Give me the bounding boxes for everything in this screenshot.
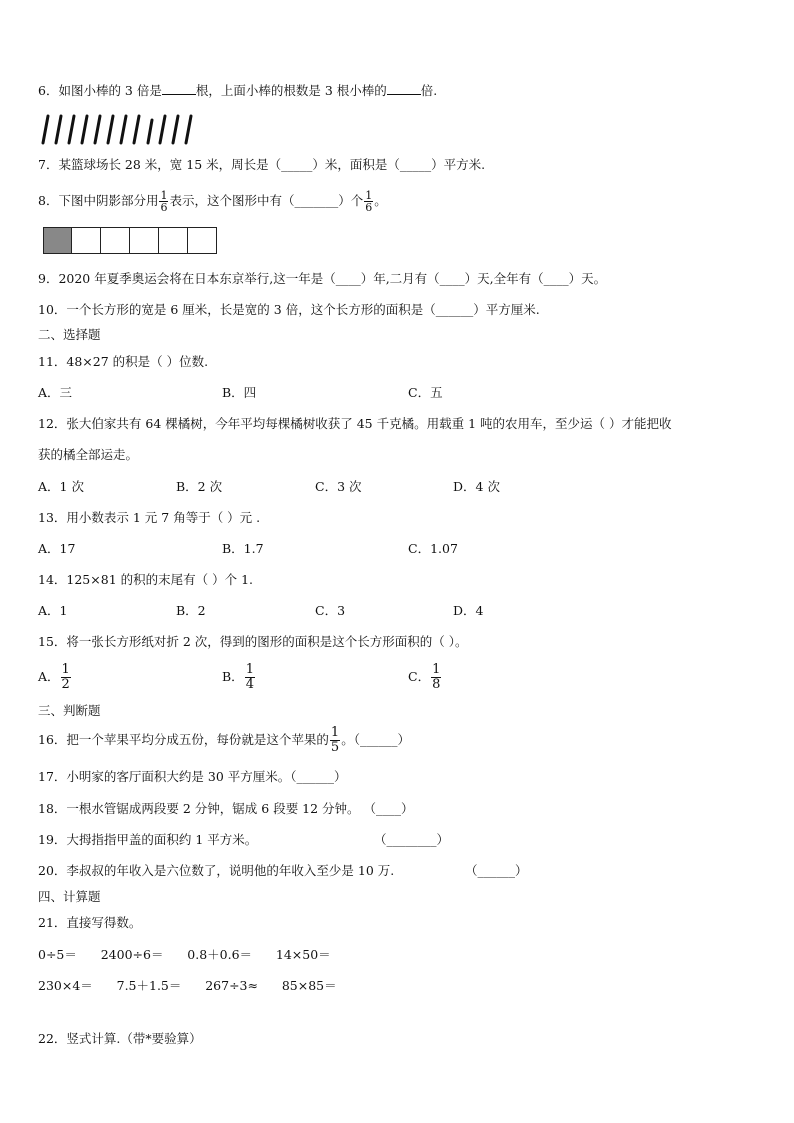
grid-cell xyxy=(130,227,159,254)
q13-option-b: B．1.7 xyxy=(222,541,264,556)
q15-option-a xyxy=(38,660,72,694)
stick xyxy=(43,116,48,143)
question-12-line-2: 获的橘全部运走。 xyxy=(38,447,139,462)
q13-option-c: C．1.07 xyxy=(408,541,458,556)
stick xyxy=(121,116,126,143)
question-19: 19．大拇指指甲盖的面积约 1 平方米。 xyxy=(38,832,258,847)
grid-cell xyxy=(159,227,188,254)
question-22: 22．竖式计算.（带*要验算） xyxy=(38,1031,202,1046)
q15-option-b xyxy=(222,660,256,694)
q21-row-2: 230×4＝ 7.5＋1.5＝ 267÷3≈ 85×85＝ xyxy=(38,978,337,993)
question-12-line-1: 12．张大伯家共有 64 棵橘树，今年平均每棵橘树收获了 45 千克橘。用载重 1 吨的农用车，至少运（ ）才能把收 xyxy=(38,416,672,431)
question-15: 15．将一张长方形纸对折 2 次，得到的图形的面积是这个长方形面积的（ ）。 xyxy=(38,634,468,649)
q14-option-c: C．3 xyxy=(315,603,346,618)
grid-cell xyxy=(72,227,101,254)
q6-blank-1 xyxy=(162,82,196,95)
q13-option-a: A．17 xyxy=(38,541,76,556)
q8-fraction-2: $\frac{1}{6}$ xyxy=(365,189,373,214)
q15-option-a-fraction: $\frac{1}{2}$ xyxy=(61,662,70,692)
q15-option-b-label: B． xyxy=(222,669,244,684)
q19-answer-blank: （________） xyxy=(374,832,450,847)
question-13: 13．用小数表示 1 元 7 角等于（ ）元 . xyxy=(38,510,261,525)
sticks-figure xyxy=(40,114,200,146)
q14-option-b: B．2 xyxy=(176,603,206,618)
q8-fraction-1: $\frac{1}{6}$ xyxy=(160,189,168,214)
q6-text-a: 6．如图小棒的 3 倍是 xyxy=(38,83,162,98)
question-9: 9．2020 年夏季奥运会将在日本东京举行,这一年是（____）年,二月有（____）天,全年有（____）天。 xyxy=(38,271,607,286)
stick xyxy=(186,116,191,143)
stick xyxy=(148,120,152,143)
q12-option-a: A．1 次 xyxy=(38,479,84,494)
q6-text-c: 倍. xyxy=(420,83,438,98)
q15-option-b-fraction: $\frac{1}{4}$ xyxy=(245,662,254,692)
q15-option-c-label: C． xyxy=(408,669,431,684)
q16-text-b: 。（______） xyxy=(341,732,410,747)
stick xyxy=(134,116,139,143)
q6-blank-2 xyxy=(387,82,421,95)
q11-option-a: A．三 xyxy=(38,385,73,400)
question-7: 7．某篮球场长 28 米，宽 15 米，周长是（_____）米，面积是（_____）平方米. xyxy=(38,157,486,172)
q14-option-a: A．1 xyxy=(38,603,68,618)
question-17: 17．小明家的客厅面积大约是 30 平方厘米。（______） xyxy=(38,769,347,784)
stick xyxy=(82,116,87,143)
shaded-grid-figure xyxy=(43,227,217,254)
q14-option-d: D．4 xyxy=(453,603,484,618)
question-20: 20．李叔叔的年收入是六位数了，说明他的年收入至少是 10 万. xyxy=(38,863,395,878)
q11-option-c: C．五 xyxy=(408,385,443,400)
grid-cell xyxy=(101,227,130,254)
section-calc-title: 四、计算题 xyxy=(38,889,101,904)
q8-text-b: 表示，这个图形中有（_______）个 xyxy=(169,193,364,208)
question-18: 18．一根水管锯成两段要 2 分钟，锯成 6 段要 12 分钟。 （____） xyxy=(38,801,414,816)
question-10: 10．一个长方形的宽是 6 厘米，长是宽的 3 倍，这个长方形的面积是（______）平方厘米. xyxy=(38,302,540,317)
q15-option-a-label: A． xyxy=(38,669,60,684)
section-judgement-title: 三、判断题 xyxy=(38,703,101,718)
question-21: 21．直接写得数。 xyxy=(38,915,142,930)
q16-text-a: 16．把一个苹果平均分成五份，每份就是这个苹果的 xyxy=(38,732,329,747)
question-8 xyxy=(38,188,387,214)
stick xyxy=(108,116,113,143)
stick xyxy=(173,116,178,143)
q8-text-a: 8．下图中阴影部分用 xyxy=(38,193,159,208)
question-11: 11．48×27 的积是（ ）位数. xyxy=(38,354,209,369)
grid-cell xyxy=(188,227,217,254)
q11-option-b: B．四 xyxy=(222,385,257,400)
q12-option-c: C．3 次 xyxy=(315,479,362,494)
q21-row-1: 0÷5＝ 2400÷6＝ 0.8＋0.6＝ 14×50＝ xyxy=(38,947,331,962)
q8-text-c: 。 xyxy=(374,193,387,208)
question-14: 14．125×81 的积的末尾有（ ）个 1. xyxy=(38,572,253,587)
stick xyxy=(160,116,165,143)
section-choice-title: 二、选择题 xyxy=(38,327,101,342)
stick xyxy=(69,116,74,143)
q12-option-d: D．4 次 xyxy=(453,479,500,494)
q15-option-c-fraction: $\frac{1}{8}$ xyxy=(432,662,441,692)
q12-option-b: B．2 次 xyxy=(176,479,223,494)
q15-option-c xyxy=(408,660,442,694)
question-16 xyxy=(38,722,410,758)
q20-answer-blank: （______） xyxy=(465,863,528,878)
q6-text-b: 根，上面小棒的根数是 3 根小棒的 xyxy=(195,83,387,98)
q16-fraction: $\frac{1}{5}$ xyxy=(330,725,340,755)
stick xyxy=(56,116,61,143)
stick xyxy=(95,116,100,143)
question-6 xyxy=(38,82,437,100)
grid-cell-shaded xyxy=(43,227,72,254)
